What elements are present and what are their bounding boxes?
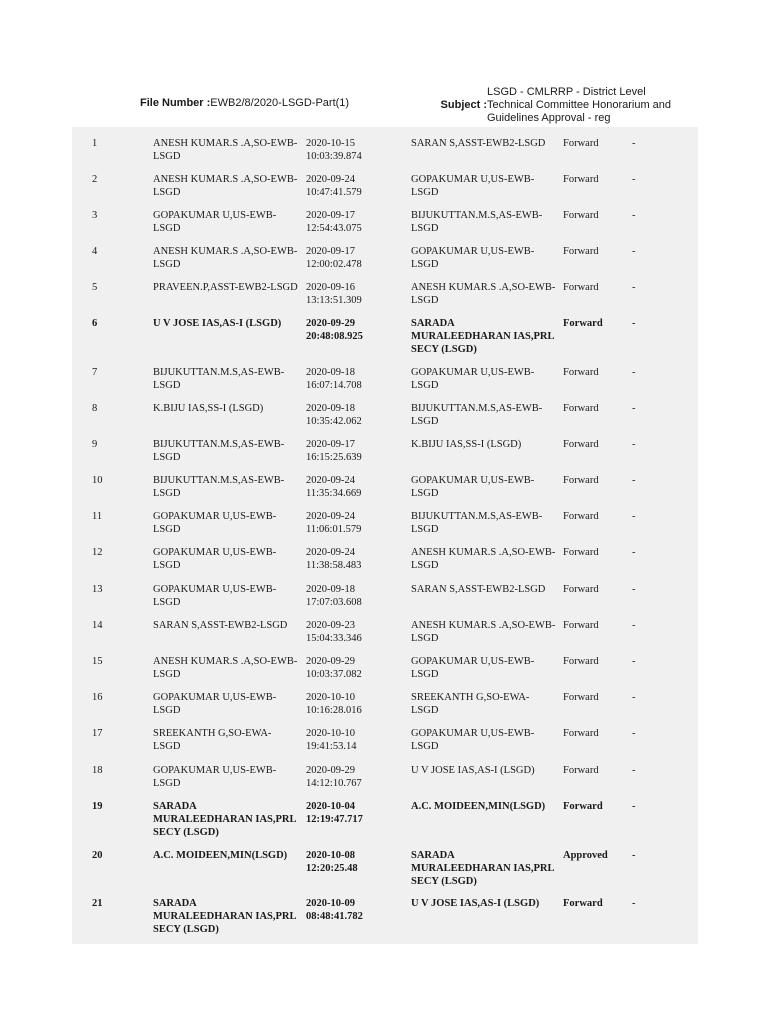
row-number: 1 [92, 138, 98, 149]
action-status: Forward [563, 898, 603, 909]
to-officer: GOPAKUMAR U,US-EWB-LSGD [411, 656, 535, 680]
from-officer: SARADA MURALEEDHARAN IAS,PRL SECY (LSGD) [153, 801, 296, 838]
time: 15:04:33.346 [306, 633, 362, 644]
to-officer: U V JOSE IAS,AS-I (LSGD) [411, 765, 535, 776]
remarks: - [632, 620, 636, 631]
from-officer: GOPAKUMAR U,US-EWB-LSGD [153, 692, 277, 716]
action-status: Approved [563, 850, 608, 861]
date: 2020-09-18 [306, 367, 355, 378]
time: 16:07:14.708 [306, 380, 362, 391]
date: 2020-10-15 [306, 138, 355, 149]
row-number: 2 [92, 174, 98, 185]
remarks: - [632, 656, 636, 667]
timestamp [306, 209, 402, 235]
from-officer: A.C. MOIDEEN,MIN(LSGD) [153, 850, 288, 861]
to-officer: BIJUKUTTAN.M.S,AS-EWB-LSGD [411, 403, 543, 427]
time: 19:41:53.14 [306, 741, 357, 752]
date: 2020-09-18 [306, 584, 355, 595]
timestamp [306, 619, 402, 645]
time: 12:00:02.478 [306, 259, 362, 270]
row-number: 15 [92, 656, 103, 667]
time: 10:35:42.062 [306, 416, 362, 427]
to-officer: A.C. MOIDEEN,MIN(LSGD) [411, 801, 546, 812]
from-officer: BIJUKUTTAN.M.S,AS-EWB-LSGD [153, 475, 285, 499]
file-number-label: File Number : [140, 97, 211, 109]
subject-line-2: Technical Committee Honorarium and [487, 99, 672, 111]
remarks: - [632, 850, 636, 861]
action-status: Forward [563, 584, 599, 595]
time: 20:48:08.925 [306, 331, 363, 342]
from-officer: SARADA MURALEEDHARAN IAS,PRL SECY (LSGD) [153, 898, 296, 935]
remarks: - [632, 692, 636, 703]
row-number: 7 [92, 367, 98, 378]
date: 2020-09-17 [306, 210, 355, 221]
date: 2020-09-16 [306, 282, 355, 293]
to-officer: ANESH KUMAR.S .A,SO-EWB-LSGD [411, 282, 556, 306]
remarks: - [632, 475, 636, 486]
timestamp [306, 366, 402, 392]
row-number: 16 [92, 692, 103, 703]
action-status: Forward [563, 547, 599, 558]
to-officer: SARAN S,ASST-EWB2-LSGD [411, 584, 546, 595]
from-officer: GOPAKUMAR U,US-EWB-LSGD [153, 584, 277, 608]
time: 11:38:58.483 [306, 560, 362, 571]
to-officer: SARAN S,ASST-EWB2-LSGD [411, 138, 546, 149]
remarks: - [632, 511, 636, 522]
timestamp [306, 137, 402, 163]
date: 2020-10-08 [306, 850, 355, 861]
time: 10:03:39.874 [306, 151, 362, 162]
time: 12:54:43.075 [306, 223, 362, 234]
from-officer: GOPAKUMAR U,US-EWB-LSGD [153, 210, 277, 234]
action-status: Forward [563, 511, 599, 522]
date: 2020-09-23 [306, 620, 355, 631]
date: 2020-09-18 [306, 403, 355, 414]
timestamp [306, 655, 402, 681]
to-officer: BIJUKUTTAN.M.S,AS-EWB-LSGD [411, 210, 543, 234]
time: 10:47:41.579 [306, 187, 362, 198]
date: 2020-09-29 [306, 656, 355, 667]
timestamp [306, 281, 402, 307]
date: 2020-09-24 [306, 174, 355, 185]
subject [437, 86, 727, 125]
row-number: 12 [92, 547, 103, 558]
from-officer: GOPAKUMAR U,US-EWB-LSGD [153, 765, 277, 789]
action-status: Forward [563, 282, 599, 293]
timestamp [306, 800, 402, 826]
subject-label: Subject : [440, 99, 487, 111]
remarks: - [632, 547, 636, 558]
row-number: 17 [92, 728, 103, 739]
timestamp [306, 317, 402, 343]
date: 2020-10-04 [306, 801, 355, 812]
from-officer: BIJUKUTTAN.M.S,AS-EWB-LSGD [153, 439, 285, 463]
action-status: Forward [563, 475, 599, 486]
date: 2020-10-10 [306, 692, 355, 703]
to-officer: SARADA MURALEEDHARAN IAS,PRL SECY (LSGD) [411, 318, 554, 355]
date: 2020-09-17 [306, 246, 355, 257]
to-officer: ANESH KUMAR.S .A,SO-EWB-LSGD [411, 547, 556, 571]
date: 2020-09-24 [306, 547, 355, 558]
subject-line-3: Guidelines Approval - reg [487, 112, 611, 124]
time: 10:16:28.016 [306, 705, 362, 716]
action-status: Forward [563, 728, 599, 739]
time: 13:13:51.309 [306, 295, 362, 306]
timestamp [306, 583, 402, 609]
action-status: Forward [563, 210, 599, 221]
time: 11:35:34.669 [306, 488, 362, 499]
timestamp [306, 474, 402, 500]
date: 2020-10-09 [306, 898, 355, 909]
action-status: Forward [563, 174, 599, 185]
from-officer: U V JOSE IAS,AS-I (LSGD) [153, 318, 282, 329]
remarks: - [632, 728, 636, 739]
to-officer: GOPAKUMAR U,US-EWB-LSGD [411, 475, 535, 499]
from-officer: ANESH KUMAR.S .A,SO-EWB-LSGD [153, 138, 298, 162]
remarks: - [632, 210, 636, 221]
row-number: 20 [92, 850, 103, 861]
time: 12:20:25.48 [306, 863, 358, 874]
file-number-value: EWB2/8/2020-LSGD-Part(1) [210, 97, 350, 109]
date: 2020-09-24 [306, 475, 355, 486]
remarks: - [632, 246, 636, 257]
action-status: Forward [563, 403, 599, 414]
remarks: - [632, 439, 636, 450]
row-number: 13 [92, 584, 103, 595]
time: 11:06:01.579 [306, 524, 362, 535]
from-officer: SARAN S,ASST-EWB2-LSGD [153, 620, 288, 631]
row-number: 3 [92, 210, 98, 221]
row-number: 4 [92, 246, 98, 257]
row-number: 18 [92, 765, 103, 776]
from-officer: GOPAKUMAR U,US-EWB-LSGD [153, 511, 277, 535]
remarks: - [632, 318, 636, 329]
row-number: 10 [92, 475, 103, 486]
timestamp [306, 727, 402, 753]
to-officer: GOPAKUMAR U,US-EWB-LSGD [411, 728, 535, 752]
from-officer: BIJUKUTTAN.M.S,AS-EWB-LSGD [153, 367, 285, 391]
from-officer: ANESH KUMAR.S .A,SO-EWB-LSGD [153, 174, 298, 198]
remarks: - [632, 282, 636, 293]
to-officer: SREEKANTH G,SO-EWA-LSGD [411, 692, 530, 716]
action-status: Forward [563, 367, 599, 378]
time: 08:48:41.782 [306, 911, 363, 922]
timestamp [306, 438, 402, 464]
action-status: Forward [563, 656, 599, 667]
row-number: 6 [92, 318, 98, 329]
action-status: Forward [563, 246, 599, 257]
row-number: 9 [92, 439, 98, 450]
from-officer: K.BIJU IAS,SS-I (LSGD) [153, 403, 264, 414]
to-officer: U V JOSE IAS,AS-I (LSGD) [411, 898, 540, 909]
action-status: Forward [563, 801, 603, 812]
timestamp [306, 691, 402, 717]
timestamp [306, 510, 402, 536]
row-number: 11 [92, 511, 103, 522]
date: 2020-09-24 [306, 511, 355, 522]
remarks: - [632, 898, 636, 909]
to-officer: BIJUKUTTAN.M.S,AS-EWB-LSGD [411, 511, 543, 535]
timestamp [306, 764, 402, 790]
timestamp [306, 402, 402, 428]
action-status: Forward [563, 620, 599, 631]
action-status: Forward [563, 692, 599, 703]
remarks: - [632, 403, 636, 414]
time: 16:15:25.639 [306, 452, 362, 463]
to-officer: ANESH KUMAR.S .A,SO-EWB-LSGD [411, 620, 556, 644]
subject-line-1: LSGD - CMLRRP - District Level [487, 86, 646, 98]
row-number: 14 [92, 620, 103, 631]
timestamp [306, 849, 402, 875]
date: 2020-10-10 [306, 728, 355, 739]
to-officer: K.BIJU IAS,SS-I (LSGD) [411, 439, 522, 450]
remarks: - [632, 801, 636, 812]
time: 10:03:37.082 [306, 669, 362, 680]
from-officer: GOPAKUMAR U,US-EWB-LSGD [153, 547, 277, 571]
from-officer: ANESH KUMAR.S .A,SO-EWB-LSGD [153, 656, 298, 680]
date: 2020-09-29 [306, 318, 355, 329]
to-officer: SARADA MURALEEDHARAN IAS,PRL SECY (LSGD) [411, 850, 554, 887]
from-officer: ANESH KUMAR.S .A,SO-EWB-LSGD [153, 246, 298, 270]
row-number: 21 [92, 898, 103, 909]
timestamp [306, 546, 402, 572]
date: 2020-09-17 [306, 439, 355, 450]
remarks: - [632, 584, 636, 595]
time: 12:19:47.717 [306, 814, 363, 825]
row-number: 19 [92, 801, 103, 812]
time: 14:12:10.767 [306, 778, 362, 789]
action-status: Forward [563, 439, 599, 450]
time: 17:07:03.608 [306, 597, 362, 608]
timestamp [306, 173, 402, 199]
from-officer: PRAVEEN.P,ASST-EWB2-LSGD [153, 282, 298, 293]
remarks: - [632, 174, 636, 185]
to-officer: GOPAKUMAR U,US-EWB-LSGD [411, 367, 535, 391]
timestamp [306, 245, 402, 271]
to-officer: GOPAKUMAR U,US-EWB-LSGD [411, 246, 535, 270]
action-status: Forward [563, 318, 603, 329]
date: 2020-09-29 [306, 765, 355, 776]
file-number [140, 97, 349, 109]
remarks: - [632, 765, 636, 776]
row-number: 8 [92, 403, 98, 414]
from-officer: SREEKANTH G,SO-EWA-LSGD [153, 728, 272, 752]
timestamp [306, 897, 402, 923]
remarks: - [632, 138, 636, 149]
row-number: 5 [92, 282, 98, 293]
remarks: - [632, 367, 636, 378]
action-status: Forward [563, 765, 599, 776]
action-status: Forward [563, 138, 599, 149]
to-officer: GOPAKUMAR U,US-EWB-LSGD [411, 174, 535, 198]
